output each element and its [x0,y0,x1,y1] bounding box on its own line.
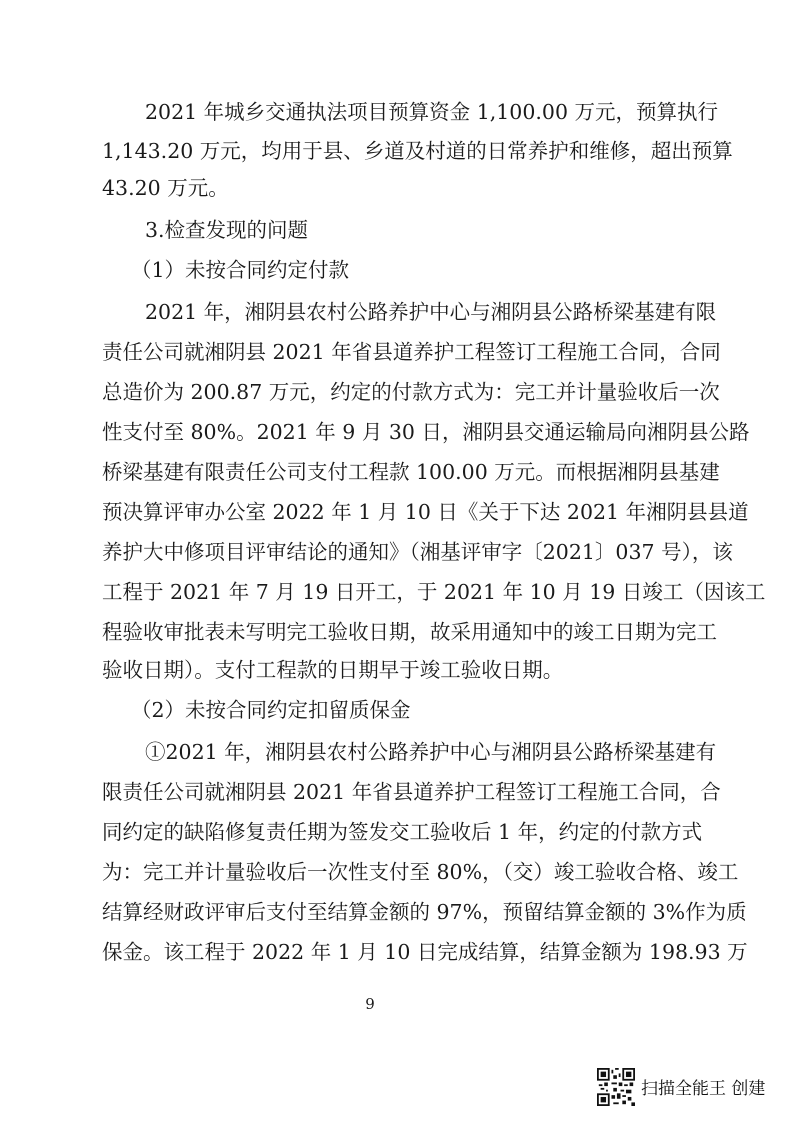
paragraph-line: 桥梁基建有限责任公司支付工程款 100.00 万元。而根据湘阴县基建 [102,460,720,484]
paragraph-line: 1,143.20 万元，均用于县、乡道及村道的日常养护和维修，超出预算 [102,139,733,163]
page-number: 9 [365,995,375,1013]
paragraph-line: 总造价为 200.87 万元，约定的付款方式为：完工并计量验收后一次 [102,380,720,404]
paragraph-line: 责任公司就湘阴县 2021 年省县道养护工程签订工程施工合同，合同 [102,340,721,364]
paragraph-line: 同约定的缺陷修复责任期为签发交工验收后 1 年，约定的付款方式 [102,820,703,844]
scanner-watermark [597,1066,787,1110]
paragraph-line: 验收日期）。支付工程款的日期早于竣工验收日期。 [102,658,564,682]
paragraph-line: 预决算评审办公室 2022 年 1 月 10 日《关于下达 2021 年湘阴县县道 [102,500,749,524]
paragraph-line: 43.20 万元。 [102,176,229,200]
paragraph-line: 养护大中修项目评审结论的通知》（湘基评审字〔2021〕037 号），该 [102,540,733,564]
subsection-heading: （2）未按合同约定扣留质保金 [131,698,411,722]
paragraph-line: 2021 年城乡交通执法项目预算资金 1,100.00 万元，预算执行 [145,100,719,124]
paragraph-line: ①2021 年，湘阴县农村公路养护中心与湘阴县公路桥梁基建有 [145,740,717,764]
paragraph-line: 工程于 2021 年 7 月 19 日开工，于 2021 年 10 月 19 日竣工（因该工 [102,580,766,604]
scanner-brand-label: 扫描全能王 创建 [641,1079,766,1099]
paragraph-line: 限责任公司就湘阴县 2021 年省县道养护工程签订工程施工合同，合 [102,780,721,804]
paragraph-line: 结算经财政评审后支付至结算金额的 97%，预留结算金额的 3%作为质 [102,900,747,924]
paragraph-line: 2021 年，湘阴县农村公路养护中心与湘阴县公路桥梁基建有限 [145,300,717,324]
paragraph-line: 性支付至 80%。2021 年 9 月 30 日，湘阴县交通运输局向湘阴县公路 [102,420,750,444]
qr-code-icon [597,1068,635,1106]
subsection-heading: （1）未按合同约定付款 [131,258,350,282]
paragraph-line: 程验收审批表未写明完工验收日期，故采用通知中的竣工日期为完工 [102,620,717,644]
section-heading: 3.检查发现的问题 [145,218,309,242]
paragraph-line: 保金。该工程于 2022 年 1 月 10 日完成结算，结算金额为 198.93 万 [102,940,748,964]
paragraph-line: 为：完工并计量验收后一次性支付至 80%，（交）竣工验收合格、竣工 [102,860,739,884]
